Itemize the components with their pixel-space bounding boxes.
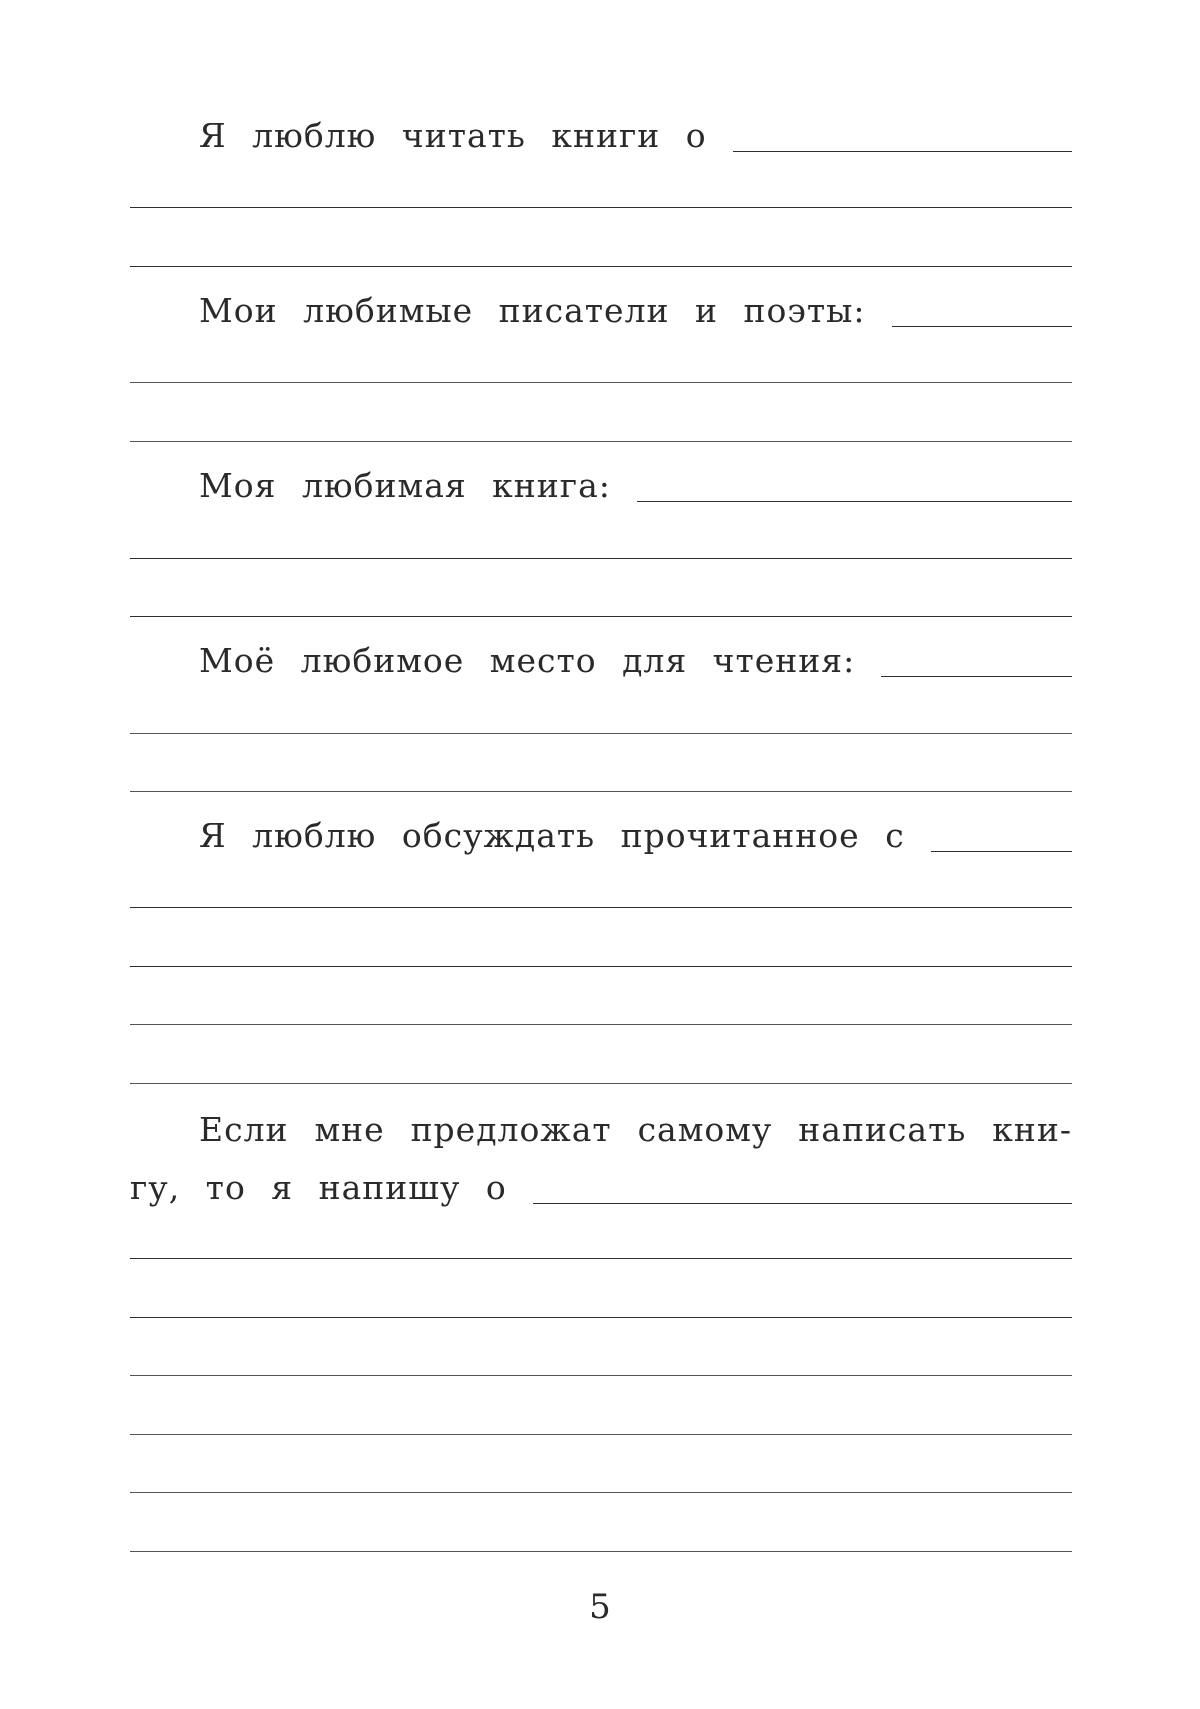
question-1-text: Я люблю читать книги о <box>199 116 707 155</box>
answer-line[interactable] <box>130 1375 1072 1376</box>
page-number: 5 <box>589 1587 611 1627</box>
question-5-text: Я люблю обсуждать прочитанное с <box>199 816 905 855</box>
question-6-text-line-1: Если мне предложат самому написать кни- <box>199 1110 1072 1149</box>
answer-line[interactable] <box>130 791 1072 792</box>
answer-blank-4[interactable] <box>881 675 1072 677</box>
question-2-text: Мои любимые писатели и поэты: <box>199 291 866 330</box>
question-1-row <box>130 118 1072 154</box>
answer-blank-5[interactable] <box>931 850 1072 852</box>
question-3-text: Моя любимая книга: <box>199 466 611 505</box>
answer-line[interactable] <box>130 207 1072 208</box>
answer-line[interactable] <box>130 1083 1072 1084</box>
question-6-row-2 <box>130 1170 1072 1206</box>
question-4-row <box>130 643 1072 679</box>
answer-blank-1[interactable] <box>733 150 1072 152</box>
question-5-row <box>130 818 1072 854</box>
answer-line[interactable] <box>130 1492 1072 1493</box>
question-3-row <box>130 468 1072 504</box>
question-4-text: Моё любимое место для чтения: <box>199 641 856 680</box>
answer-line[interactable] <box>130 266 1072 267</box>
answer-line[interactable] <box>130 1317 1072 1318</box>
answer-line[interactable] <box>130 441 1072 442</box>
answer-line[interactable] <box>130 558 1072 559</box>
answer-blank-2[interactable] <box>892 325 1073 327</box>
answer-line[interactable] <box>130 1258 1072 1259</box>
answer-line[interactable] <box>130 966 1072 967</box>
answer-line[interactable] <box>130 1024 1072 1025</box>
answer-line[interactable] <box>130 907 1072 908</box>
answer-line[interactable] <box>130 616 1072 617</box>
question-6-text-line-2: гу, то я напишу о <box>130 1168 507 1207</box>
answer-line[interactable] <box>130 382 1072 383</box>
question-6-row-1 <box>130 1112 1072 1148</box>
answer-line[interactable] <box>130 1551 1072 1552</box>
answer-blank-3[interactable] <box>637 500 1072 502</box>
answer-line[interactable] <box>130 1434 1072 1435</box>
answer-line[interactable] <box>130 733 1072 734</box>
answer-blank-6[interactable] <box>533 1202 1072 1204</box>
question-2-row <box>130 293 1072 329</box>
